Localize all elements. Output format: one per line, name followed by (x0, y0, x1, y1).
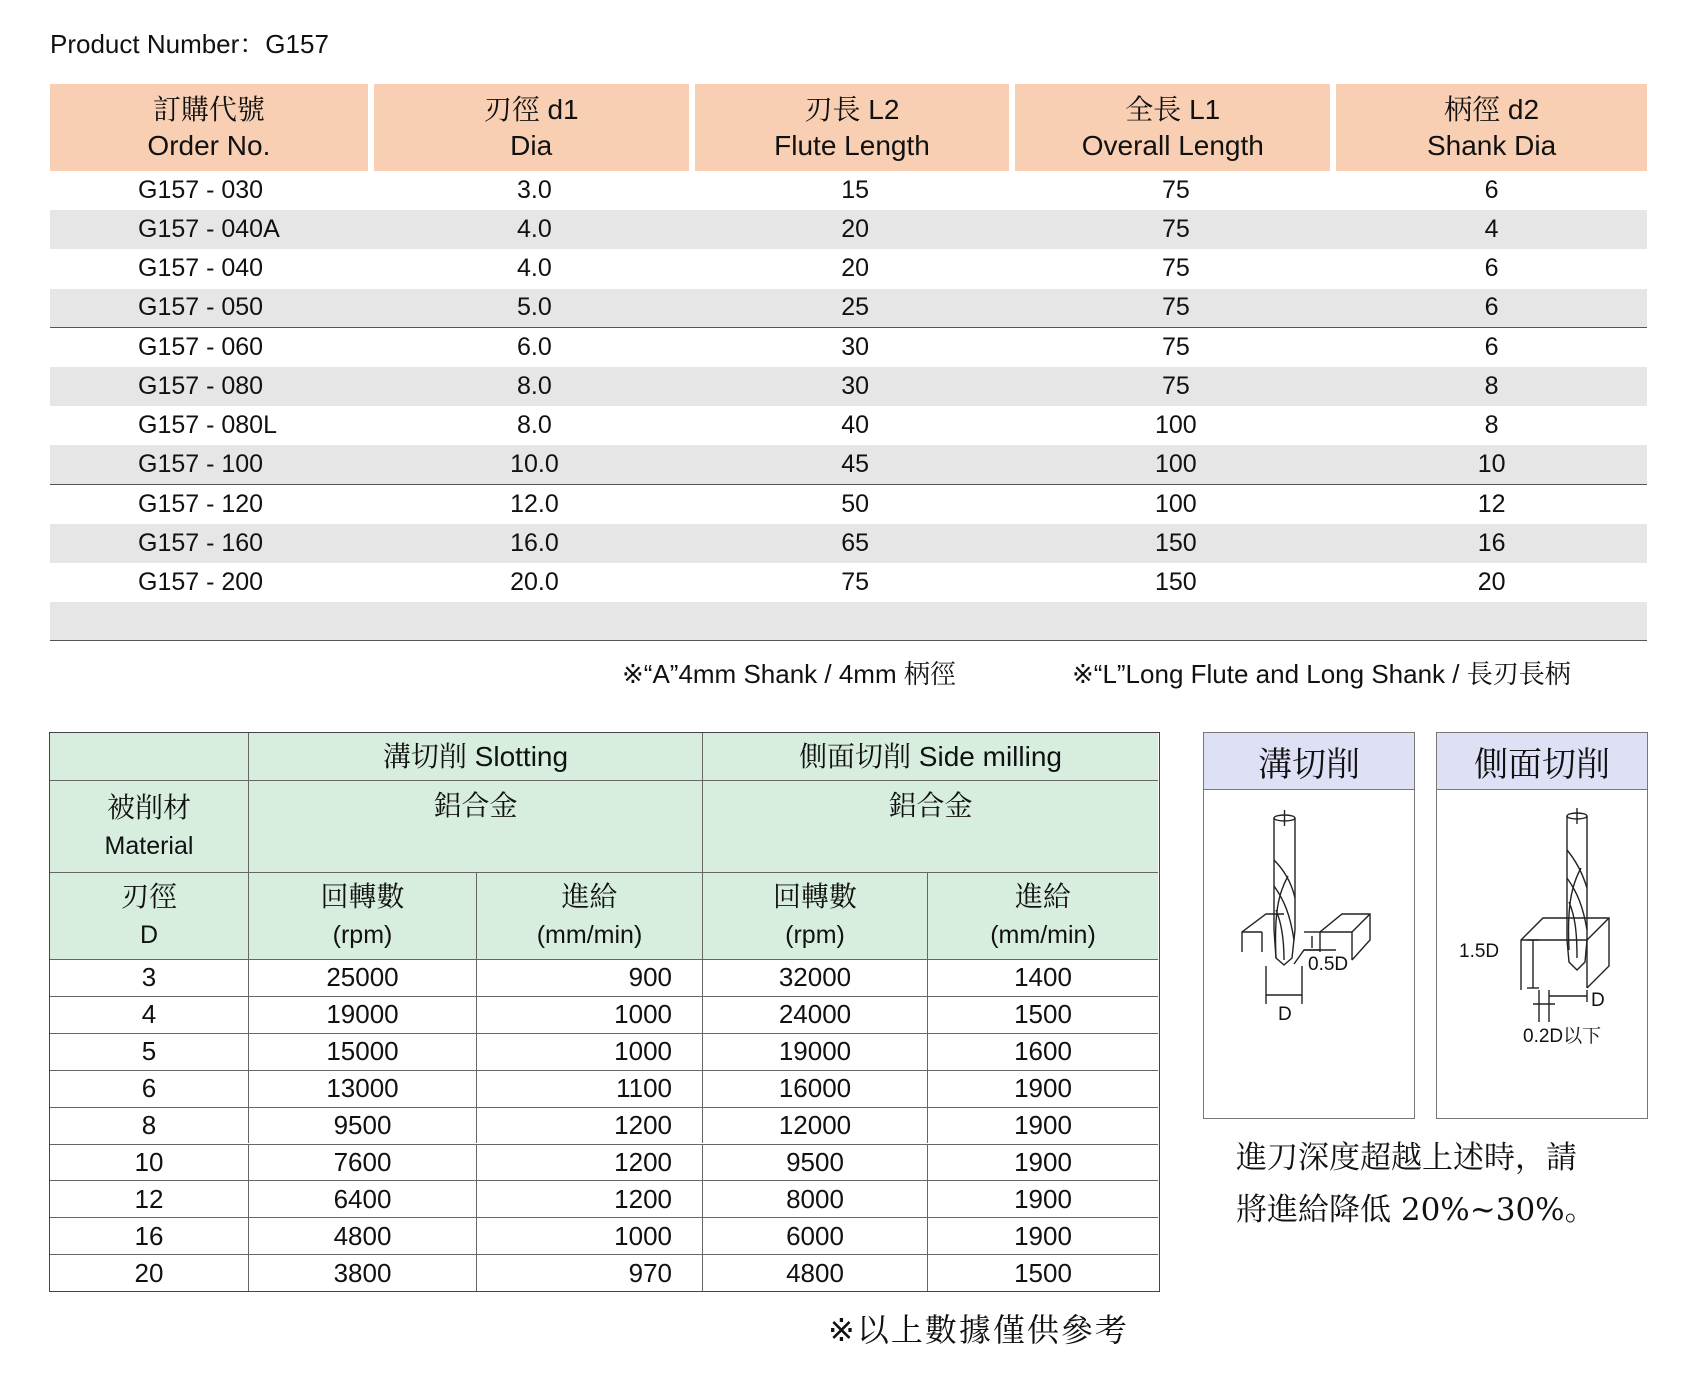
table-row (50, 367, 1647, 406)
spec-cell-flute-length: 15 (841, 176, 870, 205)
spec-cell-overall-length: 100 (1155, 411, 1197, 440)
cut-cell-side-rpm: 32000 (702, 959, 927, 996)
spec-cell-overall-length: 150 (1155, 567, 1197, 596)
cut-cell-slot-rpm: 3800 (248, 1254, 476, 1291)
spec-cell-flute-length: 45 (841, 449, 870, 478)
slotting-diagram (1203, 732, 1415, 1119)
spec-cell-flute-length: 30 (841, 372, 870, 401)
side-material: 鋁合金 (702, 780, 1158, 872)
spec-cell-dia: 6.0 (517, 332, 552, 361)
spec-header-en: Flute Length (774, 129, 930, 161)
spec-header-shank-dia (1336, 84, 1647, 171)
table-row (50, 171, 1647, 210)
cut-cell-dia: 6 (50, 1070, 248, 1107)
cut-cell-side-rpm: 16000 (702, 1070, 927, 1107)
cut-cell-slot-rpm: 7600 (248, 1144, 476, 1181)
side-width-label: D (1591, 990, 1605, 1011)
cut-cell-dia: 4 (50, 996, 248, 1033)
spec-cell-overall-length: 75 (1161, 293, 1190, 322)
spec-cell-flute-length: 75 (841, 567, 870, 596)
spec-cell-shank-dia: 8 (1484, 411, 1499, 440)
side-milling-header: 側面切削 Side milling (702, 733, 1158, 780)
spec-cell-dia: 12.0 (510, 489, 559, 518)
feed-warning-line-2: 將進給降低 20%~30%。 (1236, 1192, 1596, 1228)
spec-cell-overall-length: 75 (1161, 372, 1190, 401)
spec-cell-overall-length: 100 (1155, 489, 1197, 518)
spec-cell-overall-length: 100 (1155, 449, 1197, 478)
spec-header-zh: 刃長 L2 (804, 93, 900, 125)
cut-cell-side-rpm: 24000 (702, 996, 927, 1033)
spec-cell-dia: 4.0 (517, 215, 552, 244)
cut-cell-slot-rpm: 19000 (248, 996, 476, 1033)
spec-table-body (50, 171, 1647, 602)
spec-header-flute-length (695, 84, 1010, 171)
side-rpm-header: 回轉數 (rpm) (702, 872, 927, 959)
spec-cell-order-no: G157 - 120 (138, 489, 264, 518)
cut-cell-slot-feed: 970 (476, 1254, 702, 1291)
spec-cell-dia: 16.0 (510, 528, 559, 557)
spec-cell-shank-dia: 16 (1477, 528, 1506, 557)
spec-header-order-no (50, 84, 368, 171)
side-radial-label: 0.2D以下 (1523, 1026, 1602, 1047)
spec-cell-overall-length: 75 (1161, 332, 1190, 361)
corner-cell (50, 733, 248, 780)
spec-header-en: Order No. (147, 129, 271, 161)
spec-header-overall-length (1015, 84, 1330, 171)
slotting-header: 溝切削 Slotting (248, 733, 702, 780)
spec-cell-order-no: G157 - 100 (138, 449, 264, 478)
cut-cell-side-rpm: 8000 (702, 1180, 927, 1217)
reference-note: ※以上數據僅供參考 (828, 1312, 1129, 1348)
table-row (50, 485, 1647, 524)
note-l-long-flute: ※“L”Long Flute and Long Shank / 長刃長柄 (1072, 659, 1571, 689)
spec-cell-dia: 4.0 (517, 254, 552, 283)
spec-cell-dia: 8.0 (517, 411, 552, 440)
side-milling-diagram (1436, 732, 1648, 1119)
cut-cell-dia: 3 (50, 959, 248, 996)
spec-header-en: Overall Length (1081, 129, 1264, 161)
cut-cell-slot-rpm: 15000 (248, 1033, 476, 1070)
cut-cell-slot-feed: 1200 (476, 1144, 702, 1181)
table-row (50, 563, 1647, 602)
cut-cell-dia: 16 (50, 1217, 248, 1254)
spec-cell-shank-dia: 4 (1484, 215, 1499, 244)
spec-header-en: Shank Dia (1426, 129, 1557, 161)
spec-cell-shank-dia: 6 (1484, 176, 1499, 205)
slot-feed-header: 進給 (mm/min) (476, 872, 702, 959)
cut-cell-side-rpm: 4800 (702, 1254, 927, 1291)
cut-cell-slot-rpm: 6400 (248, 1180, 476, 1217)
product-number: Product Number：G157 (50, 29, 329, 59)
cut-cell-slot-rpm: 13000 (248, 1070, 476, 1107)
table-row (50, 289, 1647, 328)
slotting-illustration (1204, 790, 1414, 1118)
cut-cell-side-feed: 1900 (927, 1217, 1158, 1254)
spec-cell-order-no: G157 - 160 (138, 528, 264, 557)
table-row (50, 249, 1647, 288)
spec-header-dia (374, 84, 689, 171)
side-milling-diagram-title: 側面切削 (1437, 733, 1647, 790)
cut-cell-side-rpm: 19000 (702, 1033, 927, 1070)
spec-cell-order-no: G157 - 080L (138, 411, 277, 440)
table-row (50, 406, 1647, 445)
cut-cell-dia: 20 (50, 1254, 248, 1291)
spec-cell-order-no: G157 - 040 (138, 254, 264, 283)
slot-depth-label: 0.5D (1308, 954, 1349, 975)
cut-cell-dia: 10 (50, 1144, 248, 1181)
table-row (50, 210, 1647, 249)
spec-header-zh: 訂購代號 (152, 93, 265, 125)
spec-cell-flute-length: 20 (841, 215, 870, 244)
cut-cell-slot-rpm: 4800 (248, 1217, 476, 1254)
spec-table-empty-row (50, 602, 1647, 641)
cut-cell-slot-rpm: 9500 (248, 1107, 476, 1144)
spec-cell-shank-dia: 6 (1484, 254, 1499, 283)
spec-cell-flute-length: 65 (841, 528, 870, 557)
cut-cell-side-feed: 1500 (927, 996, 1158, 1033)
cut-cell-side-feed: 1900 (927, 1070, 1158, 1107)
dia-header: 刃徑 D (50, 872, 248, 959)
spec-cell-dia: 5.0 (517, 293, 552, 322)
cut-cell-slot-feed: 1100 (476, 1070, 702, 1107)
cut-cell-slot-feed: 1200 (476, 1107, 702, 1144)
spec-cell-shank-dia: 20 (1477, 567, 1506, 596)
cut-cell-slot-feed: 900 (476, 959, 702, 996)
cut-cell-side-feed: 1900 (927, 1107, 1158, 1144)
cut-cell-dia: 8 (50, 1107, 248, 1144)
slot-rpm-header: 回轉數 (rpm) (248, 872, 476, 959)
spec-cell-flute-length: 50 (841, 489, 870, 518)
cut-cell-slot-feed: 1200 (476, 1180, 702, 1217)
note-a-shank: ※“A”4mm Shank / 4mm 柄徑 (622, 659, 956, 689)
spec-cell-shank-dia: 10 (1477, 449, 1506, 478)
spec-cell-flute-length: 20 (841, 254, 870, 283)
spec-cell-dia: 8.0 (517, 372, 552, 401)
table-row (50, 328, 1647, 367)
side-feed-header: 進給 (mm/min) (927, 872, 1158, 959)
slotting-material: 鋁合金 (248, 780, 702, 872)
cut-cell-side-feed: 1500 (927, 1254, 1158, 1291)
spec-cell-dia: 10.0 (510, 449, 559, 478)
spec-cell-overall-length: 75 (1161, 254, 1190, 283)
spec-cell-shank-dia: 6 (1484, 332, 1499, 361)
material-header: 被削材 Material (50, 780, 248, 872)
spec-cell-flute-length: 30 (841, 332, 870, 361)
spec-header-zh: 刃徑 d1 (483, 93, 579, 125)
spec-table (50, 84, 1647, 641)
cut-cell-side-rpm: 12000 (702, 1107, 927, 1144)
spec-cell-order-no: G157 - 050 (138, 293, 264, 322)
side-milling-illustration (1437, 790, 1647, 1118)
slotting-diagram-title: 溝切削 (1204, 733, 1414, 790)
slot-dia-label: D (1278, 1004, 1292, 1025)
spec-cell-shank-dia: 8 (1484, 372, 1499, 401)
side-depth-label: 1.5D (1459, 941, 1500, 962)
cut-cell-side-feed: 1600 (927, 1033, 1158, 1070)
spec-cell-flute-length: 25 (841, 293, 870, 322)
spec-cell-order-no: G157 - 200 (138, 567, 264, 596)
spec-cell-dia: 3.0 (517, 176, 552, 205)
spec-cell-shank-dia: 6 (1484, 293, 1499, 322)
table-row (50, 524, 1647, 563)
spec-cell-flute-length: 40 (841, 411, 870, 440)
cut-cell-side-feed: 1900 (927, 1180, 1158, 1217)
spec-header-zh: 柄徑 d2 (1444, 93, 1540, 125)
cut-cell-slot-rpm: 25000 (248, 959, 476, 996)
spec-cell-dia: 20.0 (510, 567, 559, 596)
spec-header-zh: 全長 L1 (1125, 93, 1221, 125)
spec-cell-overall-length: 75 (1161, 215, 1190, 244)
feed-warning-line-1: 進刀深度超越上述時，請 (1236, 1140, 1577, 1176)
cut-cell-side-rpm: 9500 (702, 1144, 927, 1181)
spec-cell-order-no: G157 - 060 (138, 332, 264, 361)
spec-cell-overall-length: 150 (1155, 528, 1197, 557)
cut-cell-slot-feed: 1000 (476, 1033, 702, 1070)
feed-warning-note (1236, 1132, 1596, 1236)
cut-cell-dia: 5 (50, 1033, 248, 1070)
cut-cell-slot-feed: 1000 (476, 996, 702, 1033)
spec-cell-order-no: G157 - 040A (138, 215, 280, 244)
cut-cell-slot-feed: 1000 (476, 1217, 702, 1254)
spec-cell-order-no: G157 - 030 (138, 176, 264, 205)
spec-cell-order-no: G157 - 080 (138, 372, 264, 401)
spec-cell-shank-dia: 12 (1477, 489, 1506, 518)
cut-cell-side-rpm: 6000 (702, 1217, 927, 1254)
spec-table-header (50, 84, 1647, 171)
spec-header-en: Dia (510, 129, 553, 161)
spec-cell-overall-length: 75 (1161, 176, 1190, 205)
cut-cell-side-feed: 1400 (927, 959, 1158, 996)
cut-cell-dia: 12 (50, 1180, 248, 1217)
cut-cell-side-feed: 1900 (927, 1144, 1158, 1181)
cutting-conditions-table (49, 732, 1160, 1292)
table-row (50, 445, 1647, 484)
